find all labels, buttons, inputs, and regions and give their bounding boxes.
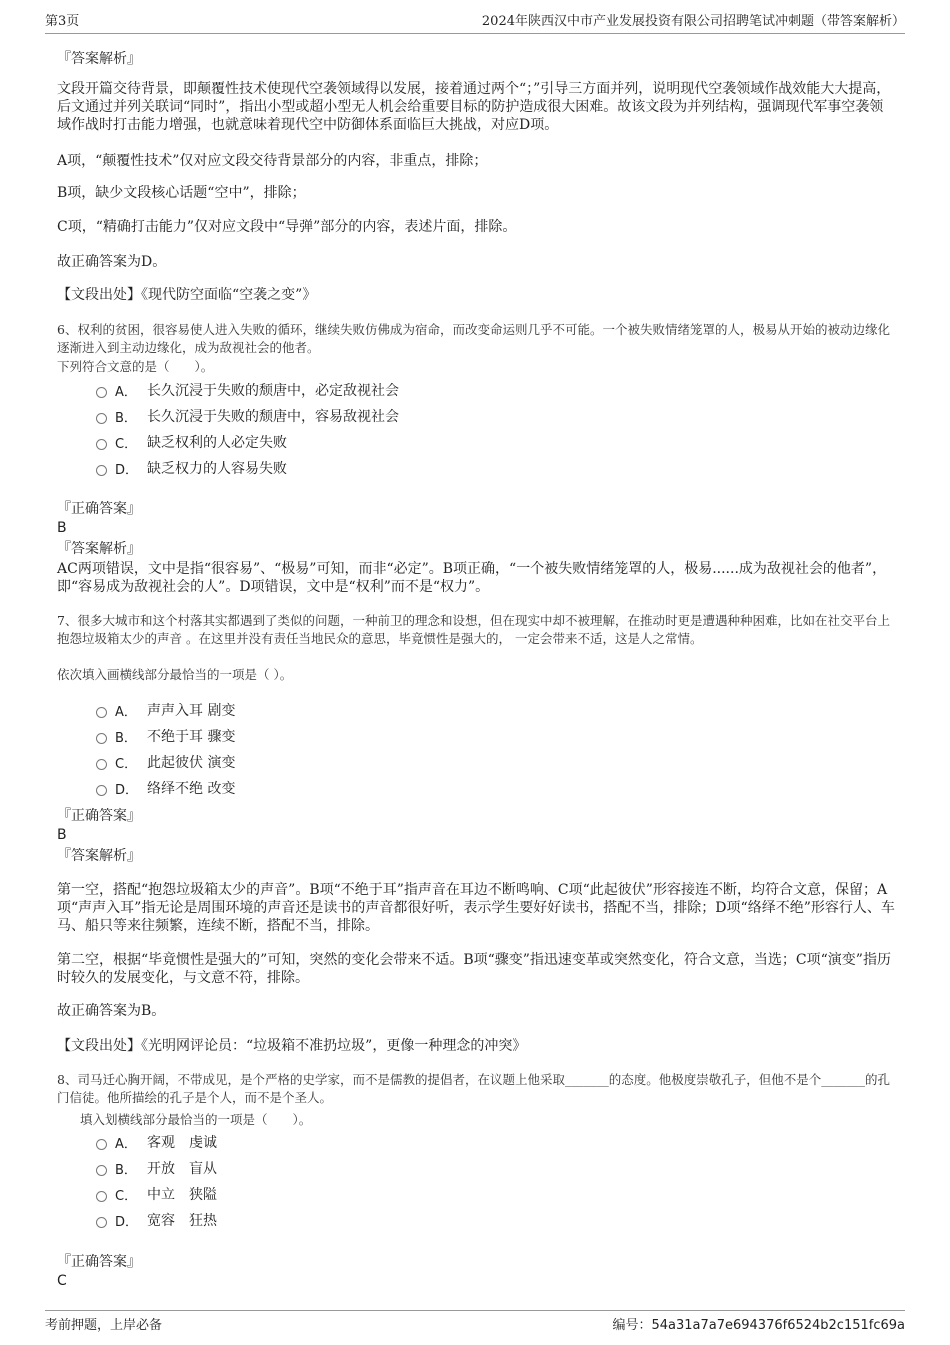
q8-prompt: 填入划横线部分最恰当的一项是（ ）。 — [80, 1112, 312, 1127]
radio-icon[interactable] — [96, 707, 107, 718]
q5-analysis-para2: A项，“颠覆性技术”仅对应文段交待背景部分的内容，非重点，排除； — [57, 153, 488, 169]
q6-option-b[interactable]: B． 长久沉浸于失败的颓唐中，容易敌视社会 — [96, 406, 399, 426]
q7-option-d[interactable]: D． 络绎不绝 改变 — [96, 778, 235, 798]
q7-prompt: 依次填入画横线部分最恰当的一项是（ ）。 — [57, 667, 293, 682]
q7-answer: B — [57, 827, 67, 843]
q6-option-c[interactable]: C． 缺乏权利的人必定失败 — [96, 432, 287, 452]
q7-analysis-para2: 第二空，根据“毕竟惯性是强大的”可知，突然的变化会带来不适。B项“骤变”指迅速变革或突然变化，符合文意，当选；C项“演变”指历时较久的发展变化，与文意不符，排除。 — [57, 952, 891, 986]
q8-answer-label: 『正确答案』 — [57, 1254, 141, 1270]
q5-answer-line: 故正确答案为D。 — [57, 254, 167, 270]
q8-option-c[interactable]: C． 中立 狭隘 — [96, 1184, 217, 1204]
radio-icon[interactable] — [96, 1191, 107, 1202]
radio-icon[interactable] — [96, 759, 107, 770]
footer-slogan: 考前押题，上岸必备 — [45, 1318, 163, 1333]
page-footer — [45, 1310, 905, 1333]
q8-stem: 8、司马迁心胸开阔，不带成见，是个严格的史学家，而不是儒教的提倡者，在议题上他采取_______的态度。他极度崇敬孔子，但他不是个_______的孔门信徒。他所描绘的孔子是个人，而不是个圣人。 — [57, 1072, 890, 1105]
q5-analysis-para4: C项，“精确打击能力”仅对应文段中“导弹”部分的内容，表述片面，排除。 — [57, 219, 517, 235]
q8-option-a[interactable]: A． 客观 虔诚 — [96, 1132, 217, 1152]
radio-icon[interactable] — [96, 439, 107, 450]
document-code: 编号：54a31a7a7e694376f6524b2c151fc69a — [612, 1318, 905, 1333]
q5-source: 【文段出处】《现代防空面临“空袭之变”》 — [57, 287, 317, 303]
radio-icon[interactable] — [96, 413, 107, 424]
document-title: 2024年陕西汉中市产业发展投资有限公司招聘笔试冲刺题（带答案解析） — [481, 14, 905, 29]
q8-option-b[interactable]: B． 开放 盲从 — [96, 1158, 217, 1178]
q6-analysis: AC两项错误，文中是指“很容易”、“极易”可知，而非“必定”。B项正确，“一个被失败情绪笼罩的人，极易......成为敌视社会的他者”，即“容易成为敌视社会的人”。D项错误，文中是“权利”而不是“权力”。 — [57, 561, 887, 595]
q7-option-a[interactable]: A． 声声入耳 剧变 — [96, 700, 235, 720]
q7-answer-line: 故正确答案为B。 — [57, 1003, 166, 1019]
q8-option-d[interactable]: D． 宽容 狂热 — [96, 1210, 217, 1230]
page-number: 第3页 — [45, 14, 80, 29]
q7-answer-label: 『正确答案』 — [57, 808, 141, 824]
radio-icon[interactable] — [96, 733, 107, 744]
q6-stem: 6、权利的贫困，很容易使人进入失败的循环，继续失败仿佛成为宿命，而改变命运则几乎不可能。一个被失败情绪笼罩的人，极易从开始的被动边缘化逐渐进入到主动边缘化，成为敌视社会的他者。 — [57, 322, 890, 355]
radio-icon[interactable] — [96, 785, 107, 796]
radio-icon[interactable] — [96, 1139, 107, 1150]
q5-analysis-para3: B项，缺少文段核心话题“空中”，排除； — [57, 185, 306, 201]
q5-analysis-label: 『答案解析』 — [57, 51, 141, 67]
q6-answer: B — [57, 520, 67, 536]
q5-analysis-para1: 文段开篇交待背景，即颠覆性技术使现代空袭领域得以发展，接着通过两个“；”引导三方面并列，说明现代空袭领域作战效能大大提高，后文通过并列关联词“同时”，指出小型或超小型无人机会给重要目标的防护造成很大困难。故该文段为并列结构，强调现代军事空袭领域作战时打击能力增强，也就意味着现代空中防御体系面临巨大挑战，对应D项。 — [57, 81, 891, 133]
q7-analysis-para1: 第一空，搭配“抱怨垃圾箱太少的声音”。B项“不绝于耳”指声音在耳边不断鸣响、C项“此起彼伏”形容接连不断，均符合文意，保留；A项“声声入耳”指无论是周围环境的声音还是读书的声音都很好听，表示学生要好好读书，搭配不当，排除；D项“络绎不绝”形容行人、车马、船只等来往频繁，连续不断，搭配不当，排除。 — [57, 882, 895, 934]
radio-icon[interactable] — [96, 465, 107, 476]
q6-answer-label: 『正确答案』 — [57, 501, 141, 517]
q6-analysis-label: 『答案解析』 — [57, 541, 141, 557]
q7-option-b[interactable]: B． 不绝于耳 骤变 — [96, 726, 235, 746]
radio-icon[interactable] — [96, 1165, 107, 1176]
q7-option-c[interactable]: C． 此起彼伏 演变 — [96, 752, 235, 772]
page-header — [45, 12, 905, 34]
q6-option-a[interactable]: A． 长久沉浸于失败的颓唐中，必定敌视社会 — [96, 380, 399, 400]
q7-analysis-label: 『答案解析』 — [57, 848, 141, 864]
q7-source: 【文段出处】《光明网评论员：“垃圾箱不准扔垃圾”，更像一种理念的冲突》 — [57, 1038, 527, 1054]
radio-icon[interactable] — [96, 387, 107, 398]
q6-prompt: 下列符合文意的是（ ）。 — [57, 359, 214, 374]
q8-answer: C — [57, 1273, 67, 1289]
radio-icon[interactable] — [96, 1217, 107, 1228]
q6-option-d[interactable]: D． 缺乏权力的人容易失败 — [96, 458, 287, 478]
q7-stem: 7、很多大城市和这个村落其实都遇到了类似的问题，一种前卫的理念和设想，但在现实中却不被理解，在推动时更是遭遇种种困难，比如在社交平台上抱怨垃圾箱太少的声音 。在这里并没有责任当地民众的意思，毕竟惯性是强大的， 一定会带来不适，这是人之常情。 — [57, 613, 890, 646]
